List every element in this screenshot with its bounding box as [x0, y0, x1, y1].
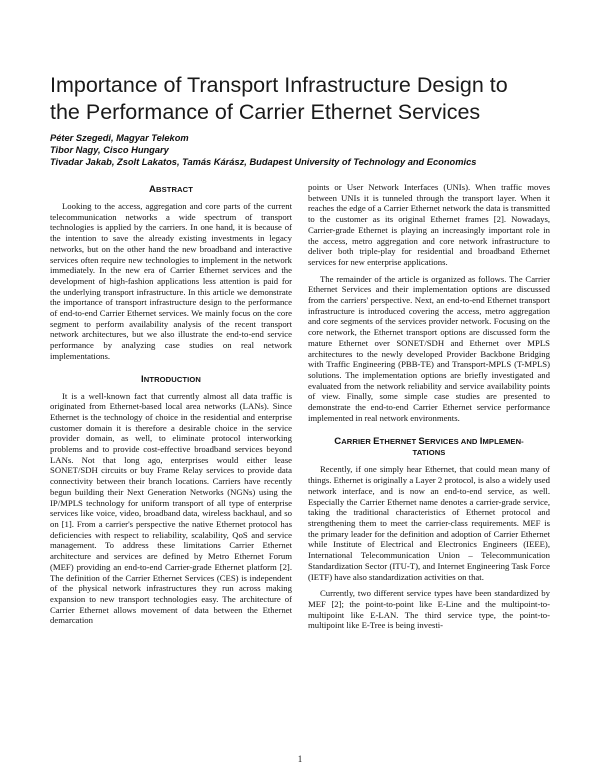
abstract-text: Looking to the access, aggregation and core parts of the current telecommunication networks a wide spectrum of transport technologies is applied by the carriers. In one hand, it is because of the intention to save the already existing investments in legacy networks, but on the other hand the new broadband and interactive services often require new technologies to implement in the network immediately. In the new era of Carrier Ethernet services and the development of high-fashion applications less attention is paid for the underlying transport infrastructure. In this article we demonstrate the importance of transport infrastructure design to the performance of end-to-end Carrier Ethernet services. We mainly focus on the core segment to perform availability analysis of the recent transport network architectures, but we also illustrate the end-to-end service performance by analyzing case studies on real network implementations.: [50, 201, 292, 361]
author-line-1: Péter Szegedi, Magyar Telekom: [50, 133, 189, 143]
paper-title: [50, 72, 560, 126]
introduction-continuation: points or User Network Interfaces (UNIs). When traffic moves between UNIs it is tunneled through the transport layer. When it reaches the edge of a Carrier Ethernet network the data is transmitted to the customer as its original Ethernet frames [2]. Nowadays, Carrier-grade Ethernet is playing an increasingly important role in the access, metro aggregation and core network infrastructure to deliver both triple-play for residential and broadband Ethernet services for new enterprise applications.: [308, 182, 550, 267]
ces-text-2: Currently, two different service types have been standardized by MEF [2]; the point-to-point like E-Line and the multipoint-to-multipoint like E-LAN. The third service type, the point-to-multipoint like E-Tree is being investi-: [308, 588, 550, 631]
page-number: 1: [297, 754, 303, 764]
abstract-heading: ABSTRACT: [148, 184, 193, 195]
left-column: [50, 182, 292, 632]
title-line-2: the Performance of Carrier Ethernet Services: [50, 100, 481, 124]
ces-heading: CARRIER ETHERNET SERVICES AND IMPLEMEN- TATIONS: [334, 436, 524, 458]
author-block: [50, 132, 570, 168]
title-line-1: Importance of Transport Infrastructure Design to: [50, 73, 508, 97]
outline-paragraph: The remainder of the article is organized as follows. The Carrier Ethernet Services and their implementation options are discussed from the carriers' perspective. Next, an end-to-end Ethernet transport infrastructure is introduced covering the access, metro aggregation and core segments of the services provider network. Focusing on the core network, the Ethernet transport options are discussed form the mature Ethernet over SONET/SDH and Ethernet over MPLS architectures to the newly developed Provider Backbone Bridging with Traffic Engineering (PBB-TE) and Transport-MPLS (T-MPLS) solutions. The implementation options are briefly investigated and evaluated from the network reliability and service availability points of view. Finally, some simple case studies are presented to demonstrate the end-to-end Carrier Ethernet service performance implemented in real network environments.: [308, 273, 550, 423]
ces-text-1: Recently, if one simply hear Ethernet, that could mean many of things. Ethernet is originally a Layer 2 protocol, is also a widely used network interface, and is now an end-to-end service, as well. Especially the Carrier Ethernet name denotes a carrier-grade service, taking the traditional characteristics of Ethernet protocol and strengthening them to meet the carrier-class requirements. MEF is the primary leader for the definition and adoption of Carrier Ethernet while Institute of Electrical and Electronics Engineers (IEEE), International Telecommunication Union – Telecommunication Standardization Sector (ITU-T), and Internet Engineering Task Force (IETF) have also standardization activities on that.: [308, 464, 550, 582]
introduction-heading: INTRODUCTION: [141, 373, 201, 385]
author-line-3: Tivadar Jakab, Zsolt Lakatos, Tamás Kárász, Budapest University of Technology and Economics: [50, 157, 477, 167]
right-column: [308, 182, 550, 637]
introduction-text: It is a well-known fact that currently almost all data traffic is originated from Ethernet-based local area networks (LANs). Since Ethernet is the technology of choice in the residential and enterprise customer domain it is therefore a desirable choice in the service provider domain, as well, to eliminate protocol interworking problems and to provide cost-effective broadband services beyond LANs. Not that long ago, enterprises would either lease SONET/SDH circuits or buy Frame Relay services to provide data connectivity between their branch locations. Carriers have recently begun building their Next Generation Networks (NGNs) using the IP/MPLS technology for uniform transport of all type of enterprise services like voice, video, broadband data, wireless backhaul, and so on [1]. From a carrier's perspective the native Ethernet protocol has deficiencies with respect to reliability, scalability, QoS and service management. To address these limitations Carrier Ethernet architecture and services are defined by Metro Ethernet Forum (MEF) providing an end-to-end Carrier-grade Ethernet platform [2]. The definition of the Carrier Ethernet Services (CES) is independent of the physical network infrastructures they run across making expansion to new transport technologies easy. The architecture of Carrier Ethernet allows movement of data between the Ethernet demarcation: [50, 390, 292, 626]
author-line-2: Tibor Nagy, Cisco Hungary: [50, 145, 169, 155]
